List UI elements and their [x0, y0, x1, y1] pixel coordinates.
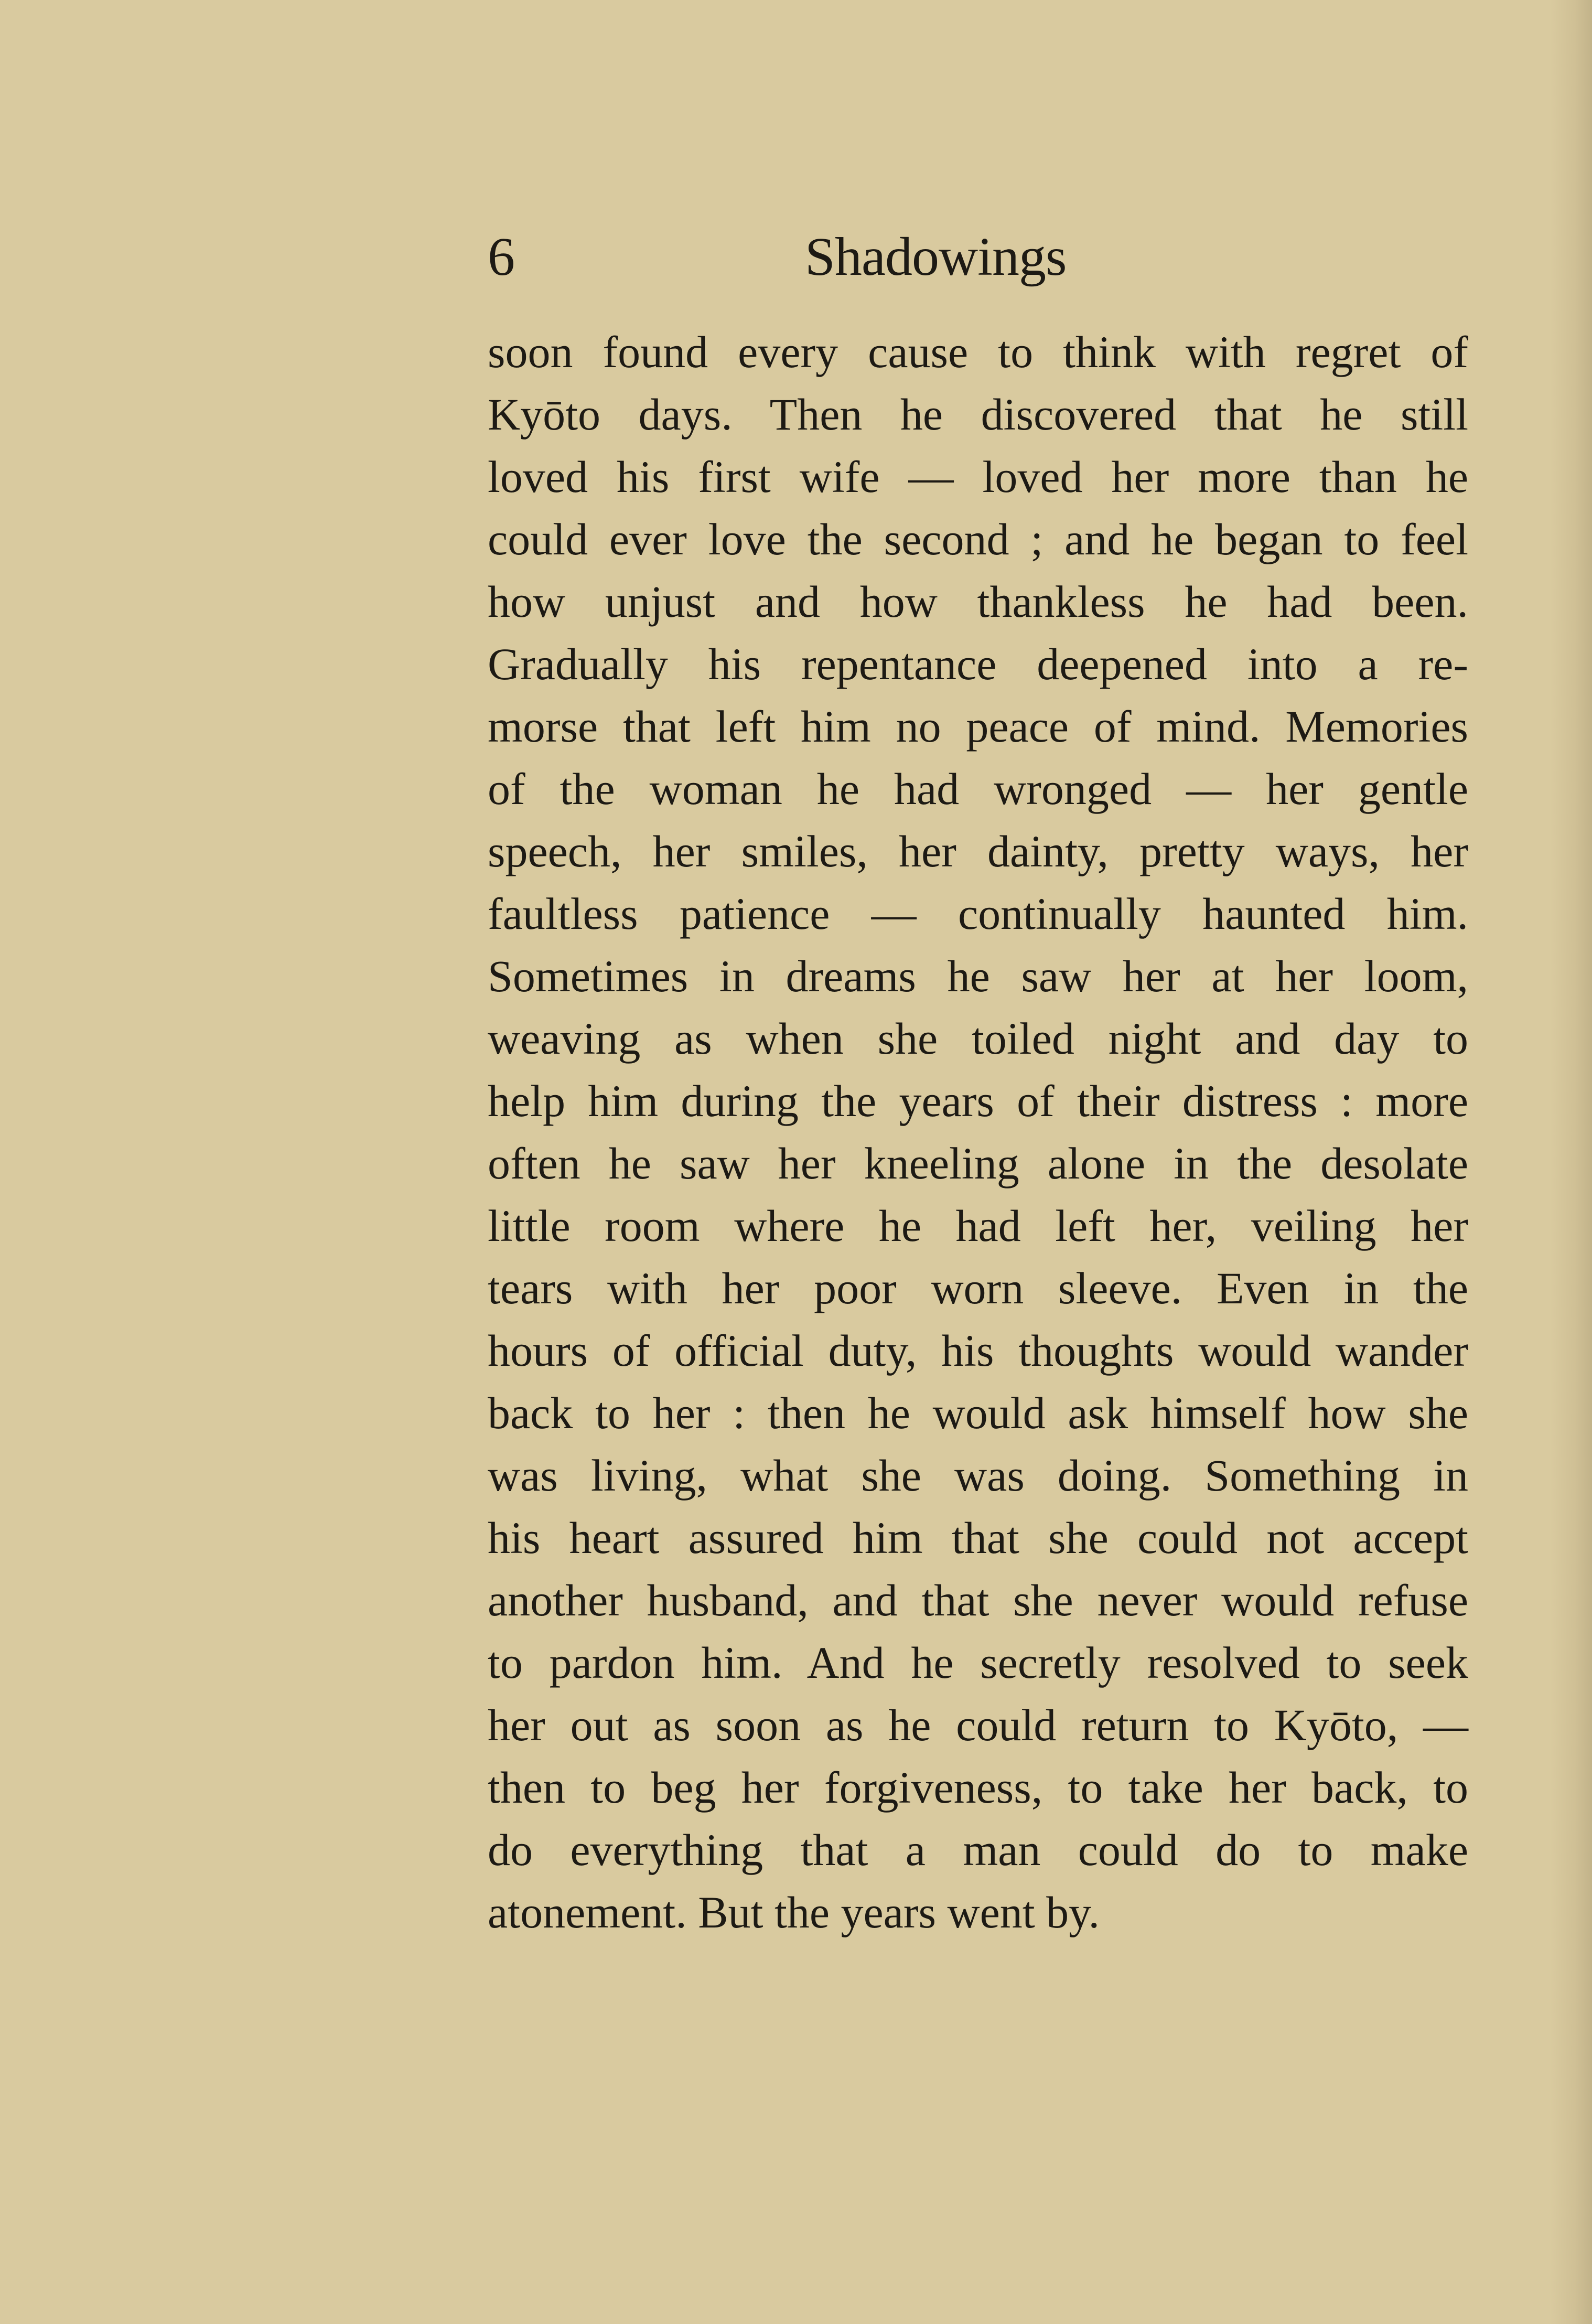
text-line: soon found every cause to think with regret of	[488, 327, 1468, 377]
text-line: back to her : then he would ask himself how she	[488, 1388, 1468, 1438]
text-line: loved his first wife — loved her more than he	[488, 452, 1468, 502]
text-line: Gradually his repentance deepened into a re-	[488, 639, 1468, 689]
text-line: hours of official duty, his thoughts would wander	[488, 1325, 1468, 1376]
text-line: speech, her smiles, her dainty, pretty ways, her	[488, 826, 1468, 876]
text-line: to pardon him. And he secretly resolved to seek	[488, 1637, 1468, 1688]
text-line: then to beg her forgiveness, to take her back, to	[488, 1762, 1468, 1813]
body-text	[488, 321, 1468, 1944]
page-header	[488, 220, 1473, 294]
text-line: weaving as when she toiled night and day to	[488, 1013, 1468, 1064]
page-edge-shadow	[1550, 0, 1592, 2324]
text-line: Sometimes in dreams he saw her at her loom,	[488, 951, 1468, 1001]
text-line: his heart assured him that she could not accept	[488, 1513, 1468, 1563]
text-line: morse that left him no peace of mind. Memories	[488, 701, 1468, 752]
text-line: little room where he had left her, veiling her	[488, 1201, 1468, 1251]
text-line: often he saw her kneeling alone in the desolate	[488, 1138, 1468, 1188]
text-line: help him during the years of their distress : more	[488, 1076, 1468, 1126]
text-line: how unjust and how thankless he had been.	[488, 576, 1468, 627]
text-line: Kyōto days. Then he discovered that he still	[488, 389, 1468, 440]
text-line: could ever love the second ; and he began to feel	[488, 514, 1468, 564]
text-line: atonement. But the years went by.	[488, 1887, 1100, 1937]
text-line: another husband, and that she never would refuse	[488, 1575, 1468, 1625]
text-line: faultless patience — continually haunted him.	[488, 888, 1468, 939]
text-line: of the woman he had wronged — her gentle	[488, 764, 1468, 814]
running-title: Shadowings	[805, 227, 1067, 287]
text-line: do everything that a man could do to make	[488, 1825, 1468, 1875]
page-number: 6	[488, 227, 515, 287]
text-line: her out as soon as he could return to Kyōto, —	[488, 1700, 1468, 1750]
text-line: was living, what she was doing. Something in	[488, 1450, 1468, 1501]
text-line: tears with her poor worn sleeve. Even in the	[488, 1263, 1468, 1313]
